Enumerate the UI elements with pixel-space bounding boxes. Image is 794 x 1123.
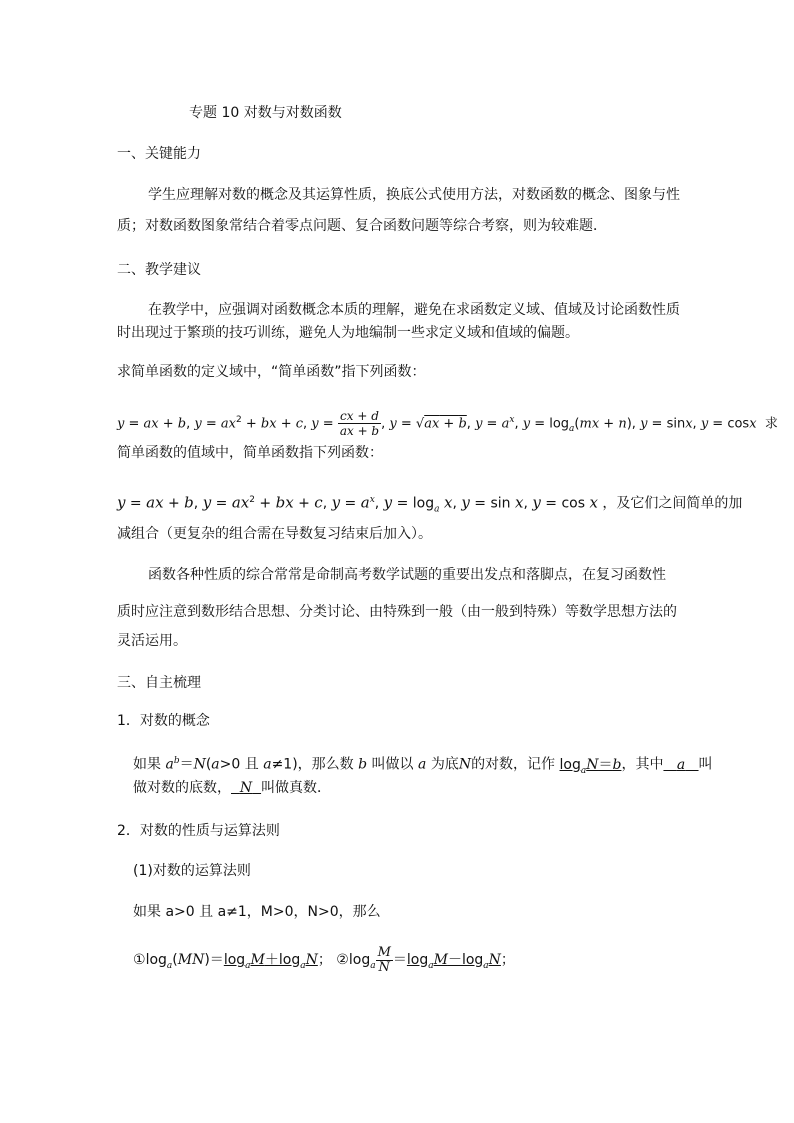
definition-line: 如果 $a^b=N(a>0$ 且 a≠1)，那么数 b 叫做以 a 为底N的对数，记作 $\log_aN=b$，其中 a 叫 [133, 756, 713, 776]
definition-line: 做对数的底数， N 叫做真数． [133, 780, 332, 796]
section-heading-self-review: 三、自主梳理 [117, 675, 201, 691]
sub-heading: (1)对数的运算法则 [133, 863, 251, 879]
fraction: $\frac{cx + d}{ax + b}$ [339, 409, 380, 439]
paragraph-line: 在教学中，应强调对函数概念本质的理解，避免在求函数定义域、值域及讨论函数性质 [148, 302, 680, 318]
paragraph-line: 函数各种性质的综合常常是命制高考数学试题的重要出发点和落脚点，在复习函数性 [148, 567, 666, 583]
answer-blank: N [239, 780, 253, 796]
paragraph-line: 学生应理解对数的概念及其运算性质，换底公式使用方法，对数函数的概念、图象与性 [148, 187, 680, 203]
condition-line: 如果 a>0 且 a≠1，M>0，N>0，那么 [133, 904, 381, 920]
rules-line: $①\log_a(MN)=\log_aM+\log_aN$； $②\log_a$ $\frac{M}{N}$ $=\log_aM-\log_aN$； [133, 944, 515, 975]
domain-formula: y = ax + b, $y = ax^2$ + bx + c, y = $\frac{cx + d}{ax + b}$ , y = √ax + b, $y = a^x$, $y = \log_a(mx + n)$, y = sinx, y = cosx 求 [117, 409, 778, 439]
range-intro: 简单函数的值域中，简单函数指下列函数： [117, 445, 383, 461]
answer-blank: a [676, 756, 686, 773]
paragraph-line: 时出现过于繁琐的技巧训练，避免人为地编制一些求定义域和值域的偏题。 [117, 325, 579, 341]
range-formula: y = ax + b, $y = ax^2$ + bx + c, $y = a^x$, $y = \log_a x$, y = sin x, y = cos x ，及它们之间简单的加 [117, 493, 743, 515]
paragraph-line: 灵活运用。 [117, 633, 187, 649]
section-heading-key-abilities: 一、关键能力 [117, 146, 201, 162]
paragraph-line: 质；对数函数图象常结合着零点问题、复合函数问题等综合考察，则为较难题． [117, 218, 607, 234]
paragraph-line: 质时应注意到数形结合思想、分类讨论、由特殊到一般（由一般到特殊）等数学思想方法的 [117, 604, 677, 620]
fraction: $\frac{M}{N}$ [377, 944, 391, 975]
page-title: 专题 10 对数与对数函数 [189, 105, 342, 121]
paragraph-line: 减组合（更复杂的组合需在导数复习结束后加入）。 [117, 526, 432, 542]
item-heading-log-rules: 2．对数的性质与运算法则 [117, 823, 280, 839]
domain-intro: 求简单函数的定义域中，“简单函数”指下列函数： [117, 364, 426, 380]
section-heading-teaching-advice: 二、教学建议 [117, 262, 201, 278]
item-heading-log-concept: 1．对数的概念 [117, 713, 210, 729]
